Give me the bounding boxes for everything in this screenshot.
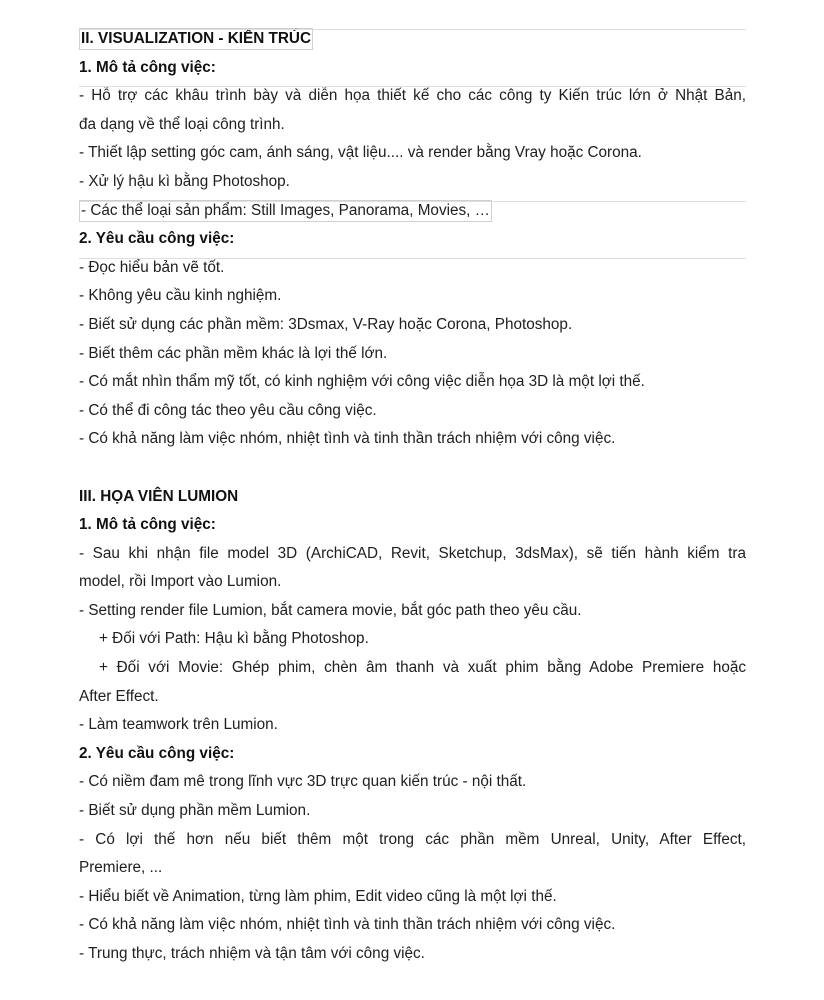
requirement-line: - Có niềm đam mê trong lĩnh vực 3D trực quan kiến trúc - nội thất. [79, 773, 527, 791]
job-requirements-heading: 2. Yêu cầu công việc: [79, 744, 235, 762]
description-line: - Xử lý hậu kì bằng Photoshop. [79, 172, 290, 190]
description-subline: + Đối với Path: Hậu kì bằng Photoshop. [99, 630, 369, 648]
description-line: - Hỗ trợ các khâu trình bày và diễn họa thiết kế cho các công ty Kiến trúc lớn ở Nhật Bản, [79, 87, 746, 105]
requirement-line: Premiere, ... [79, 859, 163, 877]
divider [79, 29, 746, 30]
requirement-line: - Biết sử dụng phần mềm Lumion. [79, 802, 311, 820]
description-line: After Effect. [79, 687, 159, 705]
requirement-line: - Có mắt nhìn thẩm mỹ tốt, có kinh nghiệm với công việc diễn họa 3D là một lợi thế. [79, 373, 645, 391]
requirement-line: - Có khả năng làm việc nhóm, nhiệt tình và tinh thần trách nhiệm với công việc. [79, 430, 616, 448]
requirement-line: - Biết sử dụng các phần mềm: 3Dsmax, V-Ray hoặc Corona, Photoshop. [79, 315, 573, 333]
job-description-heading: 1. Mô tả công việc: [79, 58, 216, 76]
requirement-line: - Không yêu cầu kinh nghiệm. [79, 287, 282, 305]
description-line: - Sau khi nhận file model 3D (ArchiCAD, Revit, Sketchup, 3dsMax), sẽ tiến hành kiểm tra [79, 544, 746, 562]
product-types-text: - Các thể loại sản phẩm: Still Images, Panorama, Movies, … [79, 200, 492, 222]
description-line: đa dạng về thể loại công trình. [79, 115, 285, 133]
description-line: model, rồi Import vào Lumion. [79, 573, 282, 591]
requirement-line: - Trung thực, trách nhiệm và tận tâm với công việc. [79, 945, 425, 962]
section-title-text: II. VISUALIZATION - KIẾN TRÚC [79, 28, 313, 50]
divider [79, 86, 746, 87]
requirement-line: - Có thể đi công tác theo yêu cầu công việc. [79, 401, 377, 419]
description-line: - Làm teamwork trên Lumion. [79, 716, 278, 734]
requirement-line: - Có lợi thế hơn nếu biết thêm một trong các phần mềm Unreal, Unity, After Effect, [79, 830, 746, 848]
document-body [79, 25, 746, 969]
description-line: - Setting render file Lumion, bắt camera movie, bắt góc path theo yêu cầu. [79, 601, 582, 619]
section-title-lumion: III. HỌA VIÊN LUMION [79, 487, 239, 505]
job-requirements-heading: 2. Yêu cầu công việc: [79, 230, 235, 248]
requirement-line: - Có khả năng làm việc nhóm, nhiệt tình và tinh thần trách nhiệm với công việc. [79, 916, 616, 934]
section-spacer [79, 454, 746, 483]
description-subline: + Đối với Movie: Ghép phim, chèn âm thanh và xuất phim bằng Adobe Premiere hoặc [99, 659, 746, 677]
divider [79, 258, 746, 259]
requirement-line: - Hiểu biết về Animation, từng làm phim, Edit video cũng là một lợi thế. [79, 887, 557, 905]
requirement-line: - Đọc hiểu bản vẽ tốt. [79, 258, 225, 276]
job-description-heading: 1. Mô tả công việc: [79, 516, 216, 534]
requirement-line: - Biết thêm các phần mềm khác là lợi thế lớn. [79, 344, 388, 362]
divider [79, 201, 746, 202]
description-line: - Thiết lập setting góc cam, ánh sáng, vật liệu.... và render bằng Vray hoặc Corona. [79, 144, 642, 162]
